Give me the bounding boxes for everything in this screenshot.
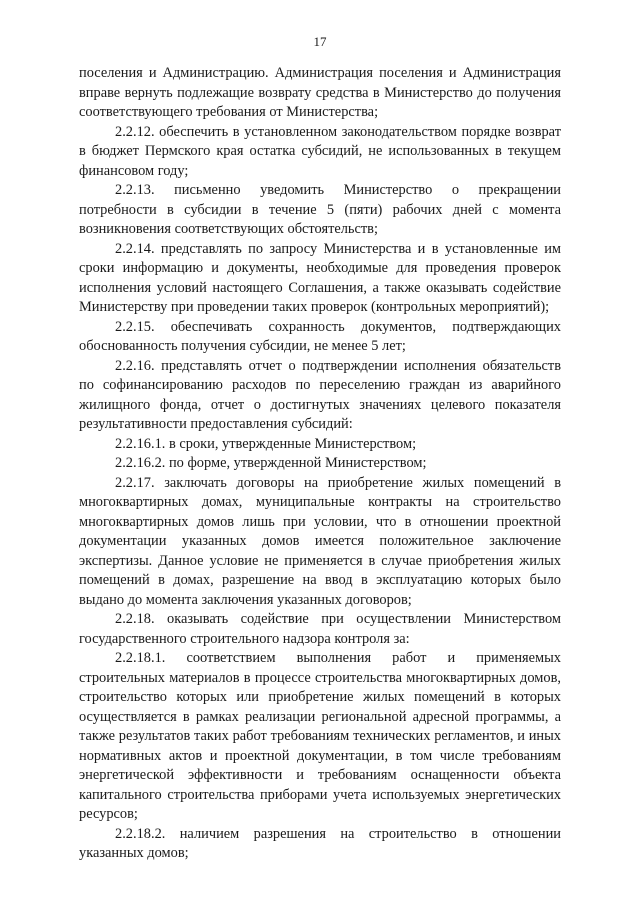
page-number: 17 — [313, 34, 327, 49]
paragraph-2-2-18-2: 2.2.18.2. наличием разрешения на строительство в отношении указанных домов; — [79, 825, 561, 861]
paragraph-2-2-17: 2.2.17. заключать договоры на приобретение жилых помещений в многоквартирных домах, муниципальные контракты на строительство многоквартирных домов лишь при условии, что в отношении проектной документации указанных домов имеется положительное заключение экспертизы. Данное условие не применяется в случае приобретения жилых помещений в домах, разрешение на ввод в эксплуатацию которых было выдано до момента заключения указанных договоров; — [79, 474, 561, 608]
paragraph-2-2-13: 2.2.13. письменно уведомить Министерство о прекращении потребности в субсидии в течение 5 (пяти) рабочих дней с момента возникновения соответствующих обстоятельств; — [79, 182, 561, 237]
paragraph-2-2-16: 2.2.16. представлять отчет о подтверждении исполнения обязательств по софинансированию расходов по переселению граждан из аварийного жилищного фонда, отчет о достигнутых значениях целевого показателя результативности предоставления субсидий: — [79, 357, 561, 432]
paragraph-continuation: поселения и Администрацию. Администрация поселения и Администрация вправе вернуть подлежащие возврату средства в Министерство до получения соответствующего требования от Министерства; — [79, 65, 561, 120]
paragraph-2-2-12: 2.2.12. обеспечить в установленном законодательством порядке возврат в бюджет Пермского края остатка субсидий, не использованных в текущем финансовом году; — [79, 123, 561, 179]
paragraph-2-2-14: 2.2.14. представлять по запросу Министерства и в установленные им сроки информацию и документы, необходимые для проведения проверок исполнения условий настоящего Соглашения, а также оказывать содействие Министерству при проведении таких проверок (контрольных мероприятий); — [79, 240, 561, 315]
document-body — [79, 64, 561, 864]
paragraph-2-2-18: 2.2.18. оказывать содействие при осуществлении Министерством государственного строительного надзора контроля за: — [79, 611, 561, 647]
paragraph-2-2-16-2: 2.2.16.2. по форме, утвержденной Министерством; — [115, 455, 427, 471]
paragraph-2-2-16-1: 2.2.16.1. в сроки, утвержденные Министерством; — [115, 435, 417, 452]
paragraph-2-2-15: 2.2.15. обеспечивать сохранность документов, подтверждающих обоснованность получения субсидии, не менее 5 лет; — [79, 318, 561, 354]
paragraph-2-2-18-1: 2.2.18.1. соответствием выполнения работ и применяемых строительных материалов в процессе строительства многоквартирных домов, строительство которых или приобретение жилых помещений в которых осуществляется в рамках реализации региональной адресной программы, а также результатов таких работ требованиям технических регламентов, и иных нормативных актов и проектной документации, в том числе требованиям энергетической эффективности и требованиям оснащенности объекта капитального строительства приборами учета используемых энергетических ресурсов; — [79, 650, 561, 822]
